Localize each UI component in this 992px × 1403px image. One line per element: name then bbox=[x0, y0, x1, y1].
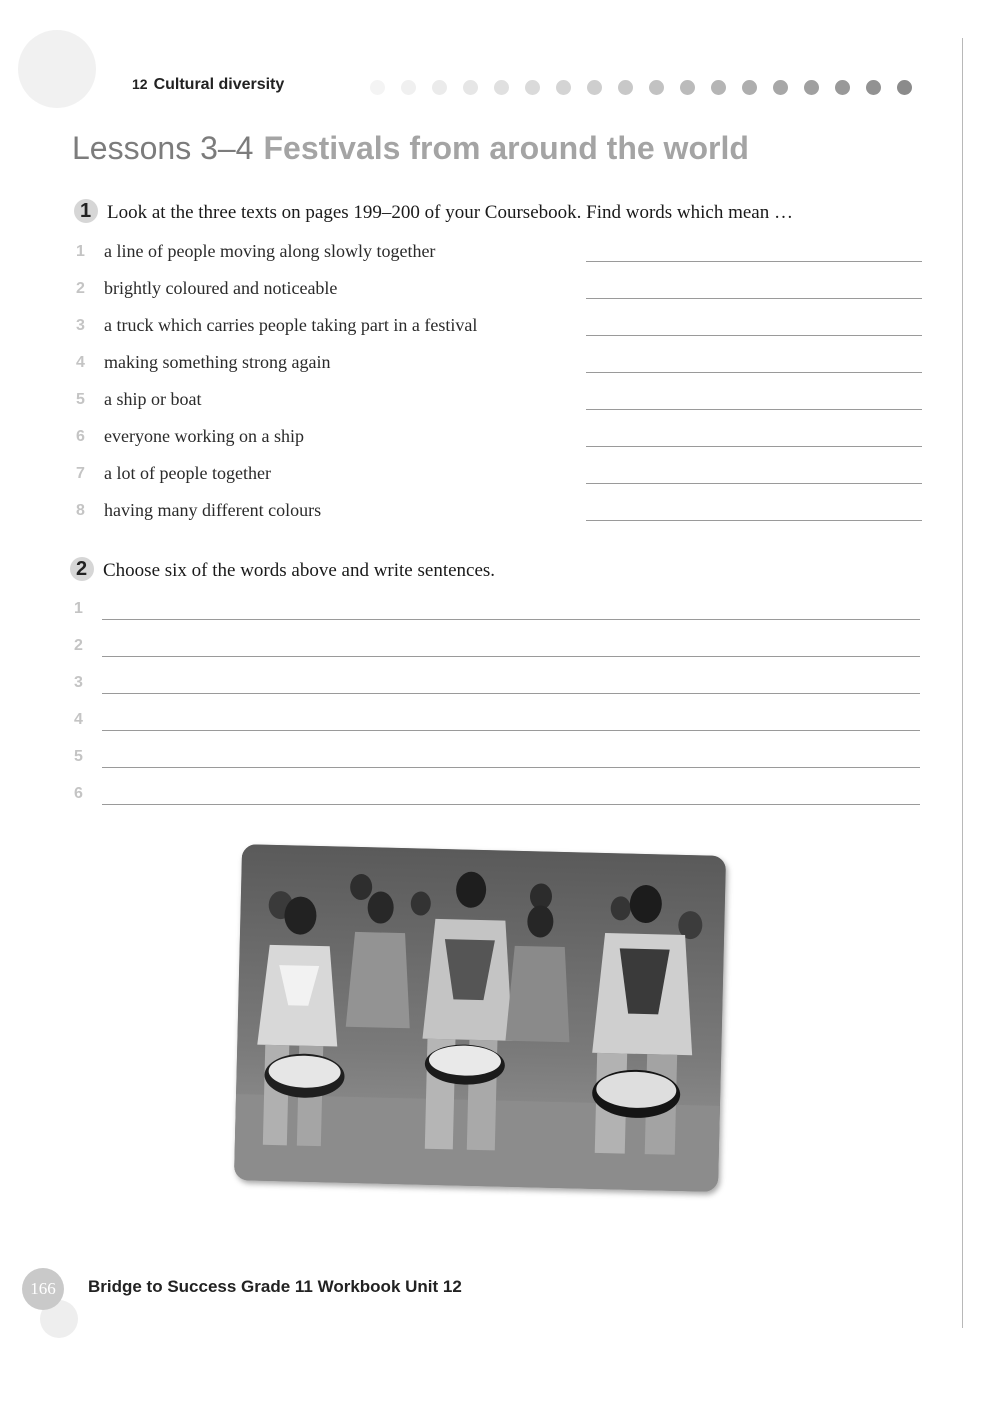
sentence-5-number: 5 bbox=[74, 748, 83, 765]
sentence-line-5[interactable] bbox=[102, 767, 920, 768]
festival-drummers-image bbox=[234, 844, 726, 1192]
exercise-2-instruction: Choose six of the words above and write sentences. bbox=[103, 560, 496, 581]
item-6-text: everyone working on a ship bbox=[104, 426, 304, 446]
header-dot bbox=[618, 80, 633, 95]
header-dot bbox=[649, 80, 664, 95]
header-dot bbox=[463, 80, 478, 95]
unit-number: 12 bbox=[132, 76, 148, 92]
sentence-line-2[interactable] bbox=[102, 656, 920, 657]
header-dot bbox=[773, 80, 788, 95]
exercise-1-number: 1 bbox=[80, 200, 92, 222]
answer-line-7[interactable] bbox=[586, 483, 922, 484]
header-dot bbox=[711, 80, 726, 95]
answer-line-6[interactable] bbox=[586, 446, 922, 447]
header-dot bbox=[804, 80, 819, 95]
item-8-text: having many different colours bbox=[104, 500, 322, 520]
header-dot bbox=[401, 80, 416, 95]
header-dot bbox=[897, 80, 912, 95]
header-dot bbox=[556, 80, 571, 95]
header-dot bbox=[866, 80, 881, 95]
answer-line-5[interactable] bbox=[586, 409, 922, 410]
header-dot bbox=[835, 80, 850, 95]
sentence-1-number: 1 bbox=[74, 600, 83, 617]
sentence-line-4[interactable] bbox=[102, 730, 920, 731]
lesson-title bbox=[72, 130, 749, 167]
answer-line-2[interactable] bbox=[586, 298, 922, 299]
item-3-text: a truck which carries people taking part in a festival bbox=[104, 315, 478, 335]
item-1-text: a line of people moving along slowly together bbox=[104, 241, 436, 261]
item-3-number: 3 bbox=[76, 317, 85, 334]
answer-line-1[interactable] bbox=[586, 261, 922, 262]
footer-book-title: Bridge to Success Grade 11 Workbook Unit 12 bbox=[88, 1277, 462, 1296]
sentence-2-number: 2 bbox=[74, 637, 83, 654]
header-dot bbox=[432, 80, 447, 95]
header-dot bbox=[742, 80, 757, 95]
item-1-number: 1 bbox=[76, 243, 85, 260]
item-2-text: brightly coloured and noticeable bbox=[104, 278, 338, 298]
item-7-text: a lot of people together bbox=[104, 463, 271, 483]
sentence-3-number: 3 bbox=[74, 674, 83, 691]
page-number: 166 bbox=[22, 1268, 64, 1310]
answer-line-3[interactable] bbox=[586, 335, 922, 336]
item-7-number: 7 bbox=[76, 465, 85, 482]
sentence-line-6[interactable] bbox=[102, 804, 920, 805]
exercise-1-instruction: Look at the three texts on pages 199–200 of your Coursebook. Find words which mean … bbox=[107, 202, 793, 223]
sentence-line-3[interactable] bbox=[102, 693, 920, 694]
sentence-line-1[interactable] bbox=[102, 619, 920, 620]
item-2-number: 2 bbox=[76, 280, 85, 297]
sentence-4-number: 4 bbox=[74, 711, 83, 728]
header-dot bbox=[370, 80, 385, 95]
festival-photo bbox=[234, 844, 726, 1192]
item-6-number: 6 bbox=[76, 428, 85, 445]
item-5-number: 5 bbox=[76, 391, 85, 408]
header-dot bbox=[525, 80, 540, 95]
header-dot-row bbox=[370, 80, 930, 96]
exercise-2-number: 2 bbox=[76, 558, 88, 580]
lesson-prefix: Lessons 3–4 bbox=[72, 130, 254, 166]
header-dot bbox=[680, 80, 695, 95]
item-8-number: 8 bbox=[76, 502, 85, 519]
sentence-6-number: 6 bbox=[74, 785, 83, 802]
unit-title: Cultural diversity bbox=[153, 76, 285, 93]
page-edge-line bbox=[962, 38, 963, 1328]
answer-line-8[interactable] bbox=[586, 520, 922, 521]
header-dot bbox=[587, 80, 602, 95]
unit-header bbox=[132, 76, 284, 94]
item-4-number: 4 bbox=[76, 354, 85, 371]
header-dot bbox=[494, 80, 509, 95]
answer-line-4[interactable] bbox=[586, 372, 922, 373]
item-5-text: a ship or boat bbox=[104, 389, 202, 409]
item-4-text: making something strong again bbox=[104, 352, 331, 372]
corner-decoration bbox=[18, 30, 96, 108]
lesson-main-title: Festivals from around the world bbox=[263, 130, 749, 166]
